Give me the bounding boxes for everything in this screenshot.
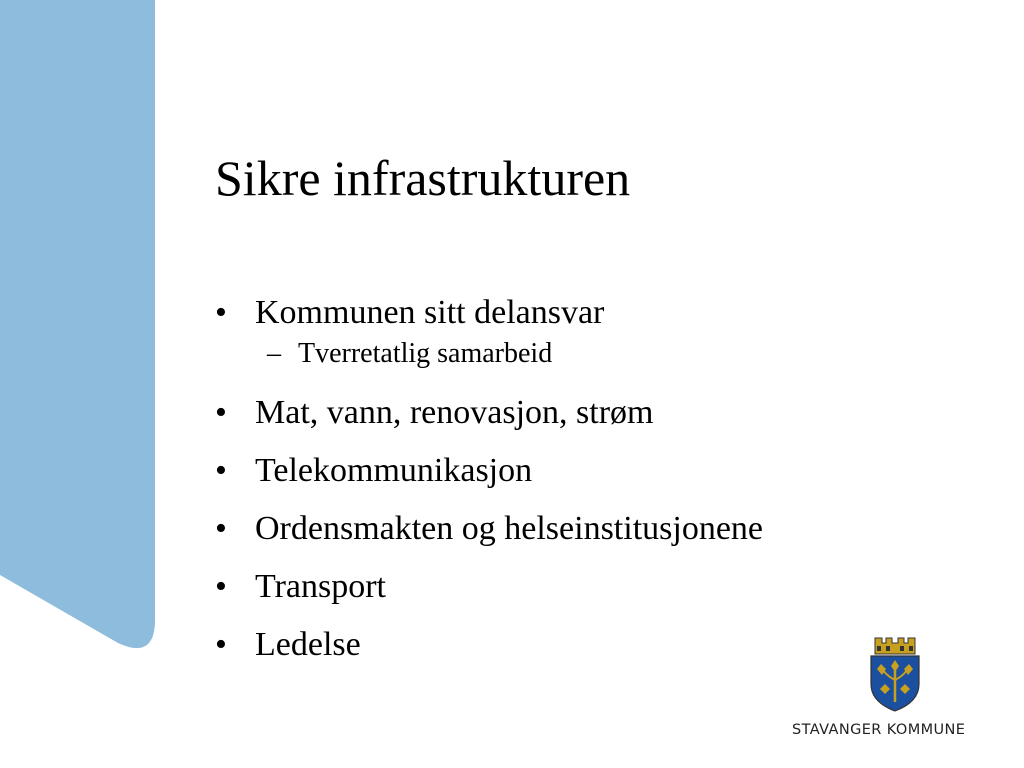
bullet-text: Ordensmakten og helseinstitusjonene bbox=[255, 510, 764, 547]
stavanger-kommune-logo bbox=[792, 636, 1002, 746]
sub-bullet-item bbox=[215, 336, 763, 372]
bullet-list bbox=[215, 290, 763, 680]
bullet-item bbox=[215, 290, 763, 336]
decorative-side-panel bbox=[0, 0, 160, 660]
sub-bullet-marker: – bbox=[267, 338, 281, 369]
logo-text: STAVANGER KOMMUNE bbox=[792, 722, 966, 738]
bullet-marker: • bbox=[215, 510, 227, 547]
bullet-item bbox=[215, 564, 763, 610]
bullet-item bbox=[215, 448, 763, 494]
bullet-marker: • bbox=[215, 294, 227, 331]
bullet-text: Telekommunikasjon bbox=[255, 452, 533, 489]
bullet-marker: • bbox=[215, 568, 227, 605]
bullet-item bbox=[215, 506, 763, 552]
sub-bullet-text: Tverretatlig samarbeid bbox=[298, 338, 553, 369]
bullet-marker: • bbox=[215, 394, 227, 431]
slide-title: Sikre infrastrukturen bbox=[215, 150, 631, 206]
bullet-item bbox=[215, 390, 763, 436]
bullet-text: Transport bbox=[255, 568, 386, 605]
bullet-text: Kommunen sitt delansvar bbox=[255, 294, 605, 331]
stavanger-coat-of-arms-icon bbox=[869, 636, 921, 712]
bullet-item bbox=[215, 622, 763, 668]
bullet-text: Mat, vann, renovasjon, strøm bbox=[255, 394, 654, 431]
bullet-marker: • bbox=[215, 626, 227, 663]
bullet-marker: • bbox=[215, 452, 227, 489]
bullet-text: Ledelse bbox=[255, 626, 361, 663]
